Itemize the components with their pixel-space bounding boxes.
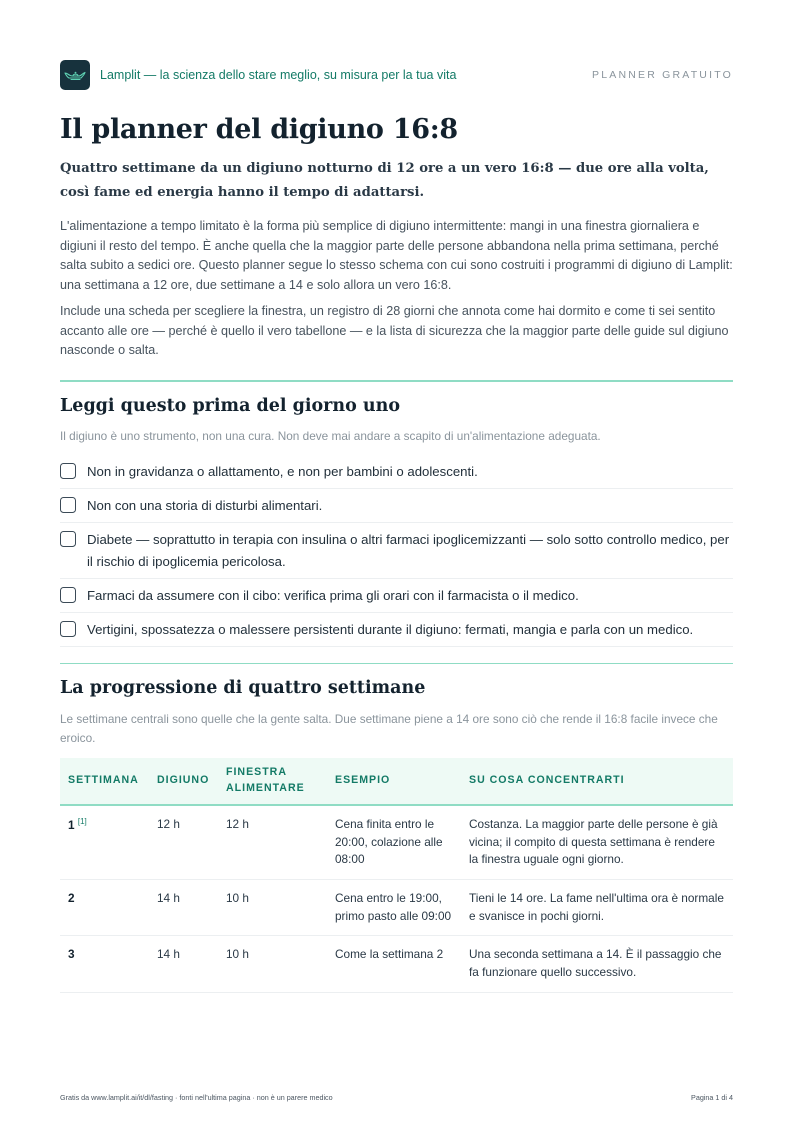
checklist-item [60,579,733,613]
planner-tag: PLANNER GRATUITO [592,69,733,81]
progression-heading: La progressione di quattro settimane [60,678,426,699]
page [60,60,733,993]
page-header [60,60,733,90]
safety-checklist [60,455,733,647]
checklist-item [60,489,733,523]
citation-ref[interactable]: [1] [77,816,87,826]
week-number: 3 [68,947,75,962]
week-number: 2 [68,890,75,905]
focus-cell: Tieni le 14 ore. La fame nell'ultima ora è normale e svanisce in pochi giorni. [461,879,733,935]
window-cell: 10 h [218,879,327,935]
checkbox[interactable] [60,463,76,479]
progression-table [60,758,733,993]
checklist-item-text: Non con una storia di disturbi alimentari. [87,498,323,514]
page-subtitle: Quattro settimane da un digiuno notturno di 12 ore a un vero 16:8 — due ore alla volta, così fame ed energia hanno il tempo di adattarsi. [60,161,709,200]
section-divider [60,380,733,382]
week-number: 1 [68,817,75,832]
table-header-row [60,758,733,805]
progression-note: Le settimane centrali sono quelle che la gente salta. Due settimane piene a 14 ore sono ciò che rende il 16:8 facile invece che eroico. [60,712,718,745]
safety-note: Il digiuno è uno strumento, non una cura. Non deve mai andare a scapito di un'alimentazione adeguata. [60,429,601,444]
fast-cell: 12 h [149,805,218,880]
example-cell: Cena finita entro le 20:00, colazione alle 08:00 [327,805,461,880]
checklist-item [60,613,733,647]
page-title: Il planner del digiuno 16:8 [60,114,458,145]
column-header-focus: SU COSA CONCENTRARTI [461,758,733,805]
column-header-example: ESEMPIO [327,758,461,805]
column-header-fast: DIGIUNO [149,758,218,805]
column-header-window: FINESTRA ALIMENTARE [218,758,327,805]
example-cell: Cena entro le 19:00, primo pasto alle 09:00 [327,879,461,935]
focus-cell: Una seconda settimana a 14. È il passaggio che fa funzionare quello successivo. [461,936,733,992]
window-cell: 10 h [218,936,327,992]
section-divider [60,663,733,665]
fast-cell: 14 h [149,879,218,935]
safety-heading: Leggi questo prima del giorno uno [60,395,400,416]
week-cell [60,936,149,992]
table-row [60,936,733,992]
focus-cell: Costanza. La maggior parte delle persone è già vicina; il compito di questa settimana è rendere la finestra uguale ogni giorno. [461,805,733,880]
brand-tagline: Lamplit — la scienza dello stare meglio, su misura per la tua vita [100,68,457,82]
progression-section [60,677,733,992]
checkbox[interactable] [60,497,76,513]
page-footer [60,1093,733,1102]
checklist-item-text: Farmaci da assumere con il cibo: verifica prima gli orari con il farmacista o il medico. [87,587,579,603]
checklist-item-text: Non in gravidanza o allattamento, e non per bambini o adolescenti. [87,464,478,480]
table-row [60,879,733,935]
checklist-item-text: Diabete — soprattutto in terapia con insulina o altri farmaci ipoglicemizzanti — solo sotto controllo medico, per il rischio di ipoglicemia pericolosa. [87,532,730,569]
intro-paragraph-2: Include una scheda per scegliere la finestra, un registro di 28 giorni che annota come hai dormito e come ti sei sentito accanto alle ore — perché è quello il vero tabellone — e la lista di sicurezza che la maggior parte delle guide sul digiuno nasconde o salta. [60,304,729,358]
column-header-week: SETTIMANA [60,758,149,805]
checkbox[interactable] [60,531,76,547]
safety-section [60,395,733,647]
window-cell: 12 h [218,805,327,880]
week-cell [60,805,149,880]
checkbox[interactable] [60,587,76,603]
checklist-item-text: Vertigini, spossatezza o malessere persistenti durante il digiuno: fermati, mangia e parla con un medico. [87,621,694,637]
fast-cell: 14 h [149,936,218,992]
week-cell [60,879,149,935]
intro-paragraph-1: L'alimentazione a tempo limitato è la forma più semplice di digiuno intermittente: mangi in una finestra giornaliera e digiuni il resto del tempo. È anche quella che la maggior parte delle persone abbandona nella prima settimana, perché salta subito a sedici ore. Questo planner segue lo stesso schema con cui sono costruiti i programmi di digiuno di Lamplit: una settimana a 12 ore, due settimane a 14 e solo allora un vero 16:8. [60,219,733,292]
checklist-item [60,455,733,489]
footer-page-number: Pagina 1 di 4 [691,1093,733,1102]
brand-logo [60,60,90,90]
checkbox[interactable] [60,621,76,637]
checklist-item [60,523,733,578]
footer-source: Gratis da www.lamplit.ai/it/dl/fasting · fonti nell'ultima pagina · non è un parere medico [60,1093,333,1102]
example-cell: Come la settimana 2 [327,936,461,992]
table-row [60,805,733,880]
genie-lamp-icon [63,67,87,83]
